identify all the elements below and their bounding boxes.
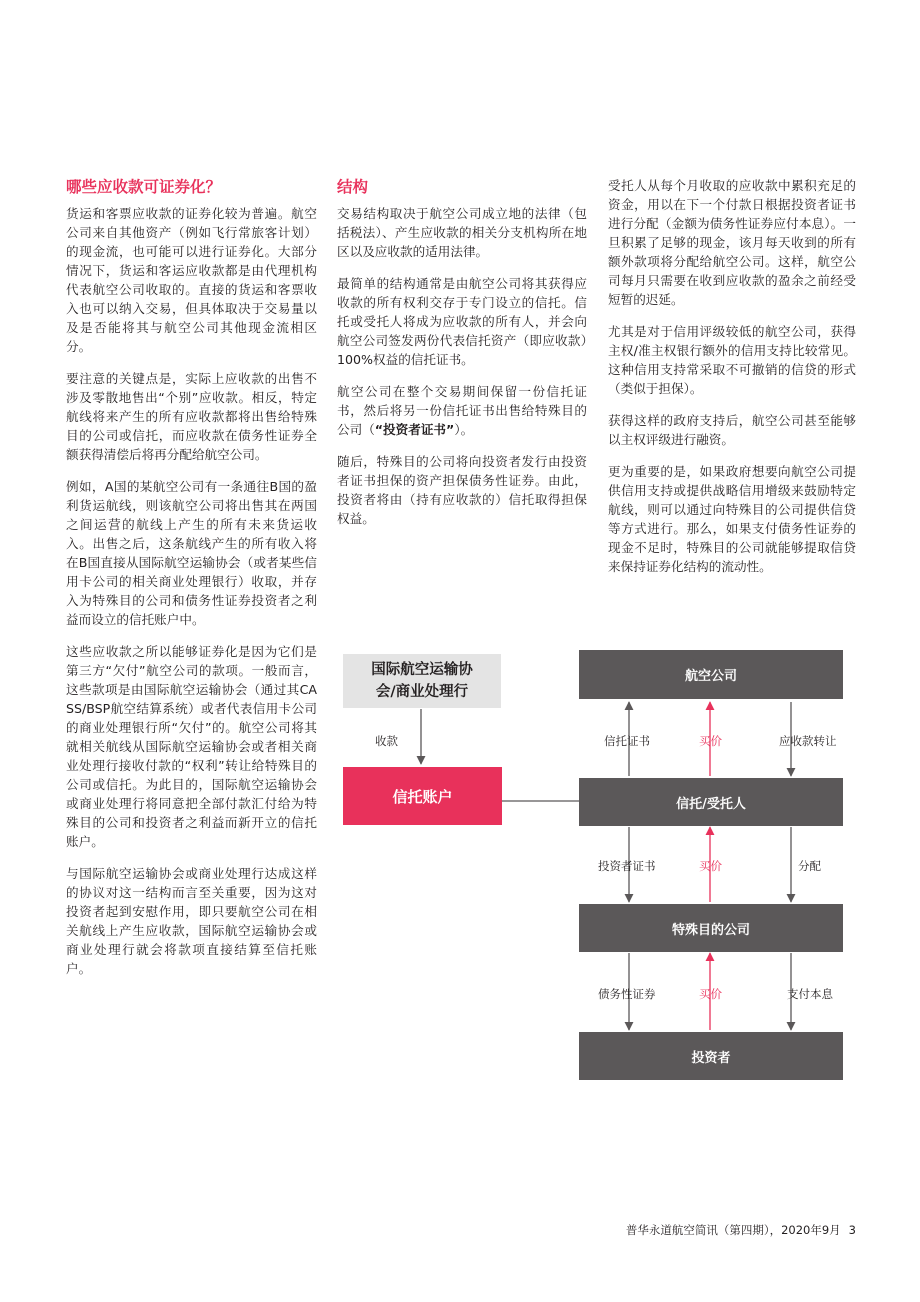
purchase-price-label-2: 买价 [699, 859, 722, 873]
paragraph: 尤其是对于信用评级较低的航空公司，获得主权/准主权银行额外的信用支持比较常见。这种信用支持常采取不可撤销的信贷的形式（类似于担保）。 [608, 324, 856, 396]
paragraph: 随后，特殊目的公司将向投资者发行由投资者证书担保的资产担保债务性证券。由此，投资者将由（持有应收款的）信托取得担保权益。 [337, 454, 587, 526]
trust-account-label: 信托账户 [392, 787, 453, 806]
iata-box [343, 654, 501, 708]
paragraph: 更为重要的是，如果政府想要向航空公司提供信用支持或提供战略信用增级来鼓励特定航线，则可以通过向特殊目的公司提供信贷等方式进行。那么，如果支付债务性证券的现金不足时，特殊目的公司就能够提取信贷来保持证券化结构的流动性。 [608, 464, 856, 574]
page-footer [626, 1222, 856, 1238]
paragraph-text: ）。 [454, 422, 474, 437]
column-1 [66, 176, 317, 991]
paragraph: 获得这样的政府支持后，航空公司甚至能够以主权评级进行融资。 [608, 413, 856, 447]
principal-interest-label: 支付本息 [787, 987, 833, 1001]
trust-account-box [343, 767, 502, 825]
collect-label: 收款 [375, 734, 398, 748]
paragraph-text: 航空公司在整个交易期间保留一份信托证书，然后将另一份信托证书出售给特殊目的公司（ [337, 384, 587, 437]
iata-label-line2: 会/商业处理行 [375, 684, 469, 700]
paragraph: 与国际航空运输协会或商业处理行达成这样的协议对这一结构而言至关重要，因为这对投资者起到安慰作用，即只要航空公司在相关航线上产生应收款，国际航空运输协会或商业处理行就会将款项直接结算至信托账户。 [66, 866, 317, 976]
purchase-price-label-3: 买价 [699, 987, 722, 1001]
section-heading-structure: 结构 [337, 178, 369, 196]
trust-box [579, 778, 843, 826]
paragraph: 这些应收款之所以能够证券化是因为它们是第三方“欠付”航空公司的款项。一般而言，这些款项是由国际航空运输协会（通过其CASS/BSP航空结算系统）或者代表信用卡公司的商业处理银行所“欠付”的。航空公司将其就相关航线从国际航空运输协会或者相关商业处理行接收付款的“权利”转让给特殊目的公司或信托。为此目的，国际航空运输协会或商业处理行将同意把全部付款汇付给为特殊目的公司和投资者之利益而新开立的信托账户。 [66, 644, 317, 849]
debt-securities-label: 债务性证券 [598, 987, 656, 1001]
airline-label: 航空公司 [684, 669, 737, 684]
paragraph: 最简单的结构通常是由航空公司将其获得应收款的所有权利交存于专门设立的信托。信托或受托人将成为应收款的所有人，并会向航空公司签发两份代表信托资产（即应收款）100%权益的信托证书。 [337, 276, 587, 367]
investors-box [579, 1032, 843, 1080]
diagram-arrows [337, 650, 857, 1090]
paragraph: 货运和客票应收款的证券化较为普遍。航空公司来自其他资产（例如飞行常旅客计划）的现金流，也可能可以进行证券化。大部分情况下，货运和客运应收款都是由代理机构代表航空公司收取的。直接的货运和客票收入也可以纳入交易，但具体取决于交易量以及是否能将其与航空公司其他现金流相区分。 [66, 206, 317, 354]
spv-label: 特殊目的公司 [671, 922, 750, 938]
spv-box [579, 904, 843, 952]
receivables-transfer-label: 应收款转让 [779, 734, 837, 748]
column-3 [608, 176, 856, 589]
publication-title: 普华永道航空简讯（第四期），2020年9月 [625, 1223, 841, 1237]
paragraph: 交易结构取决于航空公司成立地的法律（包括税法）、产生应收款的相关分支机构所在地区以及应收款的适用法律。 [337, 206, 587, 259]
investor-certificate-term: “投资者证书” [374, 422, 455, 437]
purchase-price-label-1: 买价 [699, 734, 722, 748]
iata-label-line1: 国际航空运输协 [371, 662, 473, 678]
paragraph: 要注意的关键点是，实际上应收款的出售不涉及零散地售出“个别”应收款。相反，特定航线将来产生的所有应收款都将出售给特殊目的公司或信托，而应收款在债务性证券全额获得清偿后将再分配给航空公司。 [66, 371, 317, 462]
paragraph [337, 382, 587, 439]
paragraph: 例如，A国的某航空公司有一条通往B国的盈利货运航线，则该航空公司将出售其在两国之间运营的航线上产生的所有未来货运收入。出售之后，这条航线产生的所有收入将在B国直接从国际航空运输协会（或者某些信用卡公司的相关商业处理银行）收取，并存入为特殊目的公司和债务性证券投资者之利益而设立的信托账户中。 [66, 479, 317, 627]
investors-label: 投资者 [691, 1050, 731, 1066]
section-heading-securitizable: 哪些应收款可证券化？ [66, 178, 222, 196]
paragraph: 受托人从每个月收取的应收款中累积充足的资金，用以在下一个付款日根据投资者证书进行分配（金额为债务性证券应付本息）。一旦积累了足够的现金，该月每天收到的所有额外款项将分配给航空公司。这样，航空公司每月只需要在收到应收款的盈余之前经受短暂的迟延。 [608, 178, 856, 307]
investor-certificate-label: 投资者证书 [598, 859, 656, 873]
trust-label: 信托/受托人 [676, 796, 746, 812]
page-number: 3 [848, 1223, 856, 1237]
trust-certificate-label: 信托证书 [604, 734, 650, 748]
airline-box [579, 650, 843, 699]
column-2 [337, 176, 587, 541]
distribution-label: 分配 [798, 859, 821, 873]
structure-diagram [337, 650, 857, 1090]
